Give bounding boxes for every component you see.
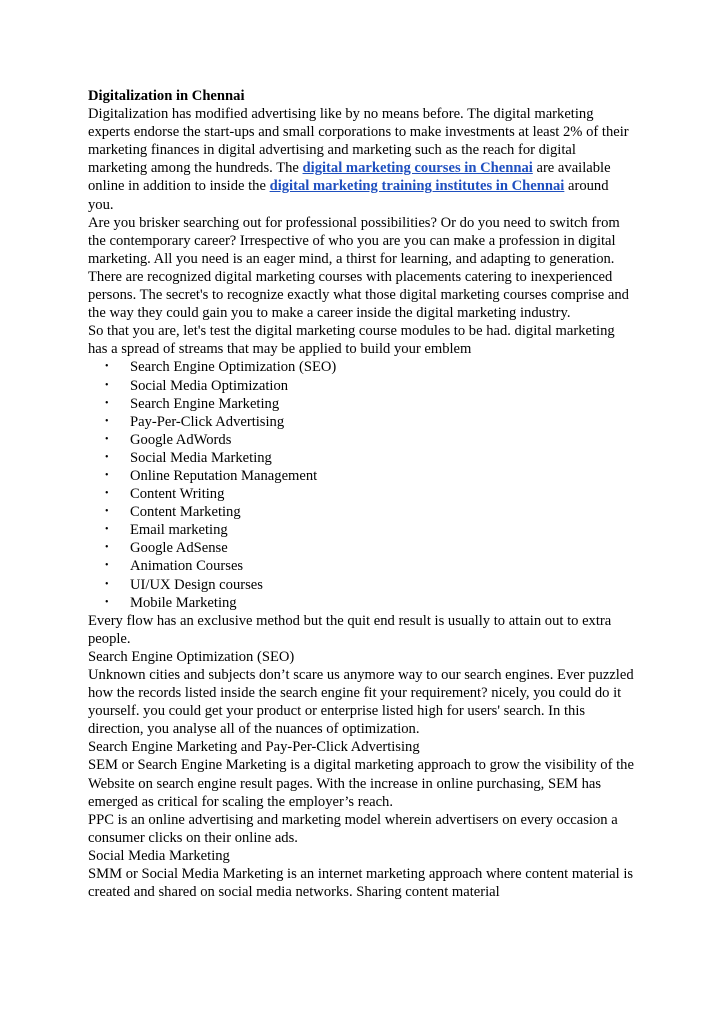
bullet-icon: • [105,451,109,463]
list-item: • Google AdWords [105,431,232,448]
bullet-icon: • [105,415,109,427]
bullet-icon: • [105,361,109,373]
bullet-icon: • [105,506,109,518]
smm-heading: Social Media Marketing [88,847,230,864]
streams-list [88,358,636,611]
intro-text-3: around you. [88,178,609,213]
document-page [88,87,636,901]
bullet-icon: • [105,469,109,481]
list-item: • Social Media Optimization [105,377,289,394]
bullet-icon: • [105,488,109,500]
sem-heading: Search Engine Marketing and Pay-Per-Click Advertising [88,739,420,756]
link-digital-marketing-training-institutes[interactable]: digital marketing training institutes in Chennai [269,178,565,195]
career-paragraph: Are you brisker searching out for professional possibilities? Or do you need to switch from the contemporary career? Irrespective of who you are you can make a profession in digital marketing. All you need is an eager mind, a thirst for learning, and adapting to generation. There are recognized digital marketing courses with placements catering to inexperienced persons. The secret's to recognize exactly what those digital marketing courses comprise and the way they could gain you to make a career inside the digital marketing industry. [88,214,629,322]
list-item: • Google AdSense [105,540,228,557]
bullet-icon: • [105,596,109,608]
list-item: • UI/UX Design courses [105,576,263,593]
list-item: • Search Engine Optimization (SEO) [105,359,337,376]
list-item: • Online Reputation Management [105,467,318,484]
sem-paragraph: SEM or Search Engine Marketing is a digital marketing approach to grow the visibility of the Website on search engine result pages. With the increase in online purchasing, SEM has emerged as critical for scaling the employer’s reach. [88,757,634,810]
list-item: • Mobile Marketing [105,594,237,611]
bullet-icon: • [105,578,109,590]
modules-paragraph: So that you are, let's test the digital marketing course modules to be had. digital marketing has a spread of streams that may be applied to build your emblem [88,323,615,358]
document-title: Digitalization in Chennai [88,88,245,104]
intro-text-1: Digitalization has modified advertising like by no means before. The digital marketing experts endorse the start-ups and small corporations to make investments at least 2% of their marketing finances in digital advertising and marketing such as the reach for digital marketing among the hundreds. The [88,106,629,177]
bullet-icon: • [105,524,109,536]
list-item: • Search Engine Marketing [105,395,280,412]
list-item: • Animation Courses [105,558,244,575]
seo-heading: Search Engine Optimization (SEO) [88,648,295,665]
link-digital-marketing-courses[interactable]: digital marketing courses in Chennai [302,160,533,177]
bullet-icon: • [105,379,109,391]
bullet-icon: • [105,560,109,572]
seo-paragraph: Unknown cities and subjects don’t scare us anymore way to our search engines. Ever puzzled how the records listed inside the search engine fit your requirement? nicely, you could do it yourself. you could get your product or enterprise listed high for users' search. In this direction, you analyse all of the nuances of optimization. [88,667,634,738]
flow-paragraph: Every flow has an exclusive method but the quit end result is usually to attain out to extra people. [88,612,612,647]
ppc-paragraph: PPC is an online advertising and marketing model wherein advertisers on every occasion a consumer clicks on their online ads. [88,811,618,846]
list-item: • Pay-Per-Click Advertising [105,413,285,430]
bullet-icon: • [105,433,109,445]
intro-text-2: are available online in addition to inside the [88,160,611,195]
smm-paragraph: SMM or Social Media Marketing is an internet marketing approach where content material is created and shared on social media networks. Sharing content material [88,866,634,901]
list-item: • Email marketing [105,522,228,539]
list-item: • Social Media Marketing [105,449,272,466]
bullet-icon: • [105,542,109,554]
list-item: • Content Marketing [105,504,241,521]
intro-paragraph [88,105,636,214]
bullet-icon: • [105,397,109,409]
list-item: • Content Writing [105,486,225,503]
